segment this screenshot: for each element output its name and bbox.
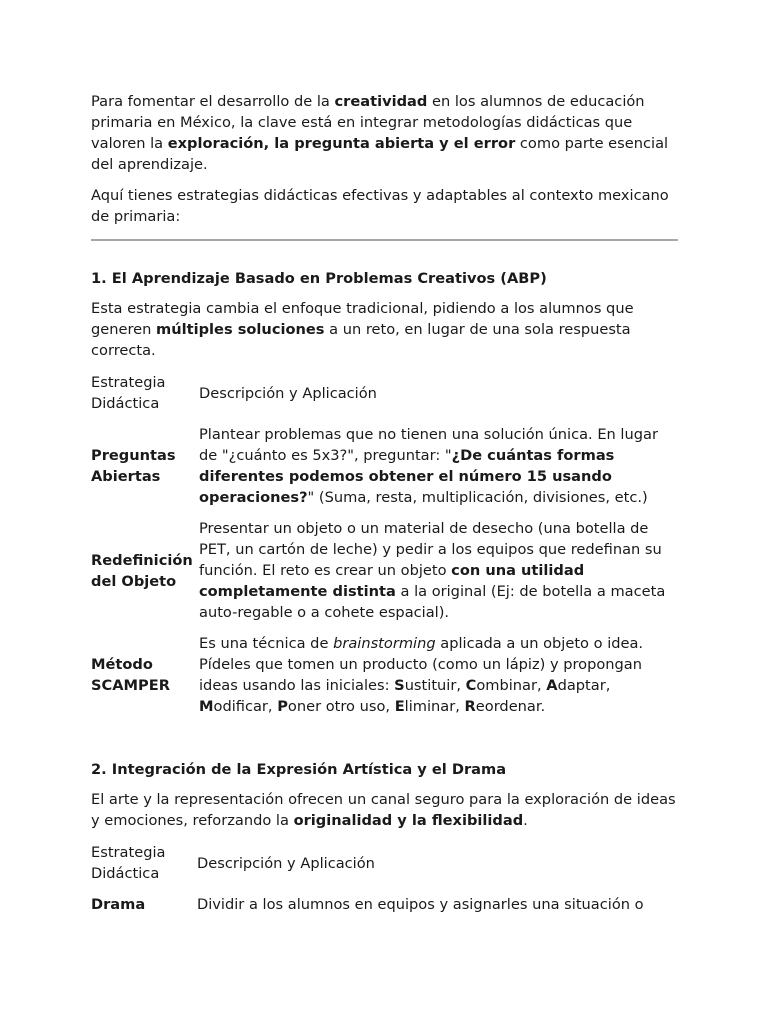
strategy-name: Preguntas Abiertas xyxy=(91,447,176,485)
section-2-table xyxy=(91,842,678,925)
horizontal-divider xyxy=(91,239,678,241)
strategy-name: Redefinición del Objeto xyxy=(91,551,193,590)
section-1-table xyxy=(91,372,678,727)
section-2-title: 2. Integración de la Expresión Artística y el Drama xyxy=(91,761,507,778)
strategy-description: Plantear problemas que no tienen una solución única. En lugar de "¿cuánto es 5x3?", preguntar: "¿De cuántas formas diferentes podemos obtener el número 15 usando operaciones?" (Suma, resta, multiplicación, divisiones, etc.) xyxy=(199,426,658,506)
table-row xyxy=(91,894,678,925)
strategy-description: Es una técnica de brainstorming aplicada a un objeto o idea. Pídeles que tomen un producto (como un lápiz) y propongan ideas usando las iniciales: Sustituir, Combinar, Adaptar, Modificar, Poner otro uso, Eliminar, Reordenar. xyxy=(199,635,644,715)
intro-paragraph-1: Para fomentar el desarrollo de la creatividad en los alumnos de educación primaria en México, la clave está en integrar metodologías didácticas que valoren la exploración, la pregunta abierta y el error como parte esencial del aprendizaje. xyxy=(91,93,669,173)
table-header-strategy: Estrategia Didáctica xyxy=(91,374,166,412)
table-header-description: Descripción y Aplicación xyxy=(199,384,377,402)
table-header-strategy: Estrategia Didáctica xyxy=(91,844,166,882)
section-spacer xyxy=(91,727,678,759)
table-header-row xyxy=(91,372,678,424)
section-1-title: 1. El Aprendizaje Basado en Problemas Creativos (ABP) xyxy=(91,270,547,287)
table-row xyxy=(91,424,678,518)
strategy-description: Dividir a los alumnos en equipos y asignarles una situación o xyxy=(197,896,644,913)
strategy-description: Presentar un objeto o un material de desecho (una botella de PET, un cartón de leche) y pedir a los equipos que redefinan su función. El reto es crear un objeto con una utilidad completamente distinta a la original (Ej: de botella a maceta auto-regable o a cohete espacial). xyxy=(199,520,666,621)
section-2-intro: El arte y la representación ofrecen un canal seguro para la exploración de ideas y emociones, reforzando la originalidad y la flexibilidad. xyxy=(91,791,676,829)
section-1-intro: Esta estrategia cambia el enfoque tradicional, pidiendo a los alumnos que generen múltiples soluciones a un reto, en lugar de una sola respuesta correcta. xyxy=(91,300,634,359)
table-header-row xyxy=(91,842,678,894)
table-row xyxy=(91,518,678,633)
table-header-description: Descripción y Aplicación xyxy=(197,854,375,872)
intro-paragraph-2: Aquí tienes estrategias didácticas efectivas y adaptables al contexto mexicano de primaria: xyxy=(91,187,669,225)
strategy-name: Drama xyxy=(91,896,146,913)
table-row xyxy=(91,633,678,727)
strategy-name: Método SCAMPER xyxy=(91,656,170,694)
